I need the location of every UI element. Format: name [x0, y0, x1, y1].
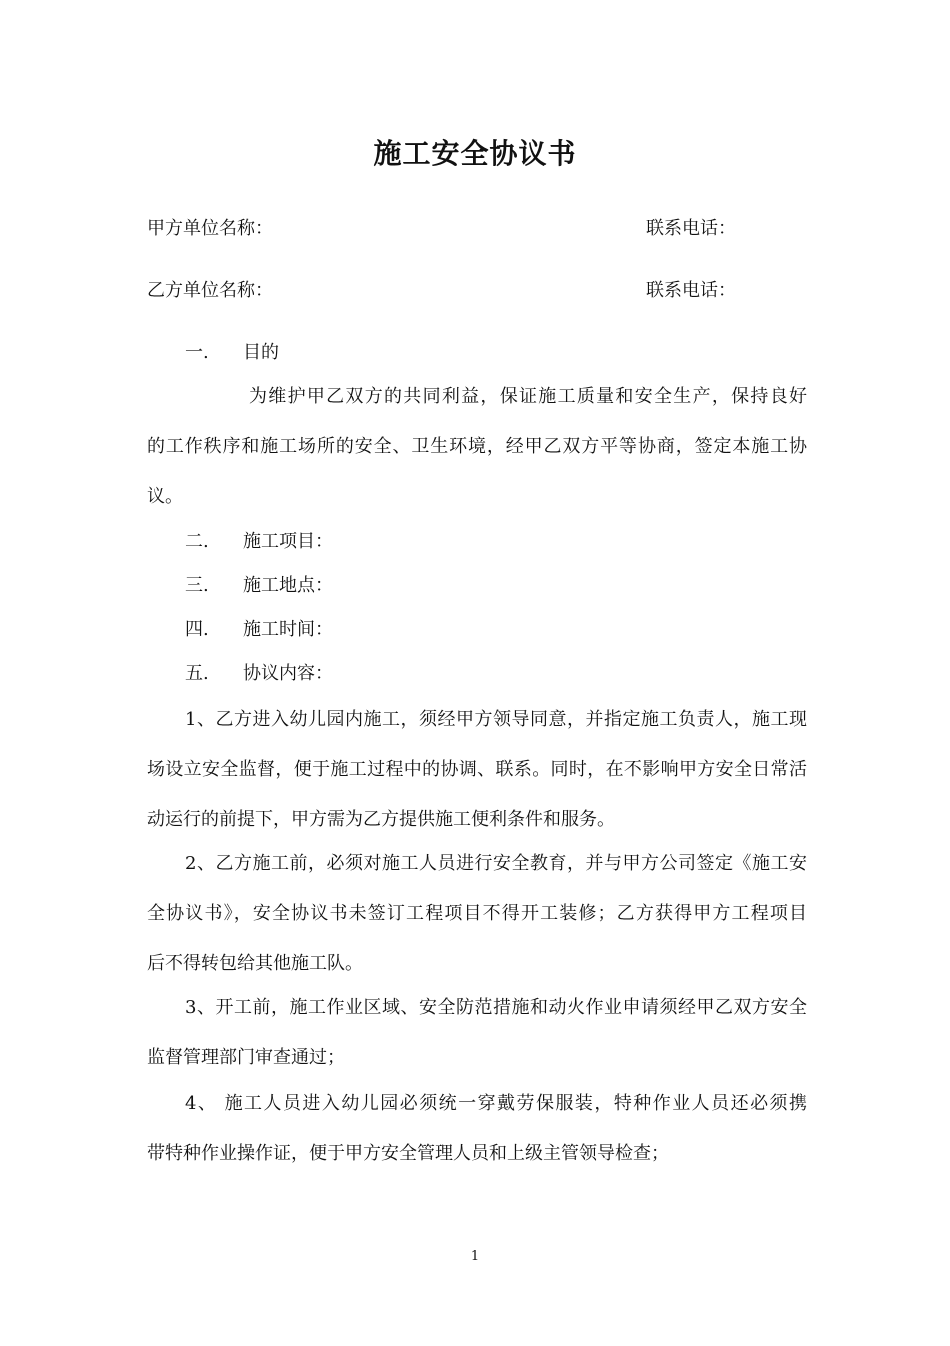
section-heading: 施工项目：: [243, 531, 333, 552]
clause-line: 2、乙方施工前，必须对施工人员进行安全教育，并与甲方公司签定《施工安: [185, 853, 807, 874]
party-a-phone-label: 联系电话：: [646, 218, 736, 239]
section-heading: 目的: [243, 342, 279, 363]
section-number: 二.: [185, 531, 209, 552]
section-number: 三.: [185, 575, 209, 596]
clause-line: 3、开工前，施工作业区域、安全防范措施和动火作业申请须经甲乙双方安全: [185, 997, 807, 1018]
section-heading: 施工时间：: [243, 619, 333, 640]
clause-line: 带特种作业操作证，便于甲方安全管理人员和上级主管领导检查；: [147, 1143, 669, 1164]
clause-line: 全协议书》，安全协议书未签订工程项目不得开工装修；乙方获得甲方工程项目: [147, 903, 807, 924]
document-title: 施工安全协议书: [373, 137, 577, 170]
party-a-name-label: 甲方单位名称：: [147, 218, 273, 239]
section-number: 一.: [185, 342, 209, 363]
purpose-line: 的工作秩序和施工场所的安全、卫生环境，经甲乙双方平等协商，签定本施工协: [147, 436, 807, 457]
clause-line: 后不得转包给其他施工队。: [147, 953, 363, 974]
section-number: 五.: [185, 663, 209, 684]
clause-line: 监督管理部门审查通过；: [147, 1047, 345, 1068]
purpose-line: 议。: [147, 486, 183, 507]
clause-line: 场设立安全监督，便于施工过程中的协调、联系。同时，在不影响甲方安全日常活: [147, 759, 807, 780]
section-number: 四.: [185, 619, 209, 640]
clause-line: 动运行的前提下，甲方需为乙方提供施工便利条件和服务。: [147, 809, 615, 830]
section-heading: 协议内容：: [243, 663, 333, 684]
page-number: 1: [470, 1249, 480, 1264]
section-heading: 施工地点：: [243, 575, 333, 596]
party-b-name-label: 乙方单位名称：: [147, 280, 273, 301]
party-b-phone-label: 联系电话：: [646, 280, 736, 301]
clause-line: 1、乙方进入幼儿园内施工，须经甲方领导同意，并指定施工负责人，施工现: [185, 709, 807, 730]
clause-line: 4、 施工人员进入幼儿园必须统一穿戴劳保服装，特种作业人员还必须携: [185, 1093, 807, 1114]
purpose-line: 为维护甲乙双方的共同利益，保证施工质量和安全生产，保持良好: [249, 386, 807, 407]
